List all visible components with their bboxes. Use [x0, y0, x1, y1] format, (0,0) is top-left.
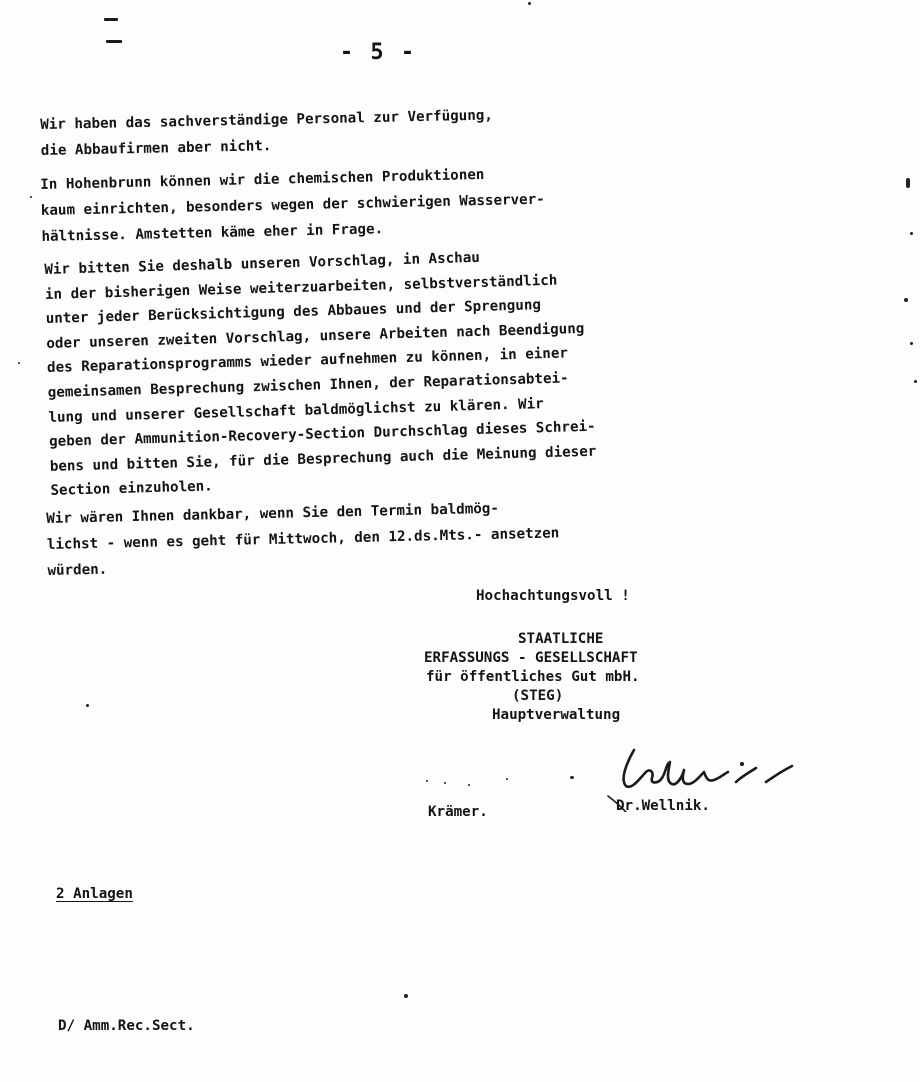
- paragraph-1: [40, 103, 494, 164]
- scan-speck: [444, 782, 446, 784]
- margin-mark: [104, 18, 118, 21]
- enclosures-note: 2 Anlagen: [56, 886, 133, 902]
- org-line: ERFASSUNGS - GESELLSCHAFT: [424, 650, 638, 666]
- text-line: oder unseren zweiten Vorschlag, unsere Arbeiten nach Beendigung: [46, 320, 585, 352]
- text-line: Wir haben das sachverständige Personal zur Verfügung,: [40, 107, 494, 133]
- text-line: Wir wären Ihnen dankbar, wenn Sie den Termin baldmög-: [46, 500, 500, 527]
- scan-speck: [528, 2, 531, 5]
- scan-speck: [570, 776, 574, 779]
- text-line: In Hohenbrunn können wir die chemischen Produktionen: [40, 166, 485, 193]
- org-line: STAATLICHE: [518, 631, 604, 647]
- text-line: in der bisherigen Weise weiterzuarbeiten, selbstverständlich: [44, 272, 558, 303]
- scan-speck: [914, 380, 917, 383]
- text-line: gemeinsamen Besprechung zwischen Ihnen, der Reparationsabtei-: [47, 370, 569, 401]
- scan-speck: [404, 994, 408, 998]
- text-line: lung und unserer Gesellschaft baldmöglichst zu klären. Wir: [48, 395, 544, 426]
- paragraph-4: [46, 494, 560, 584]
- text-line: würden.: [47, 561, 108, 579]
- scan-speck: [904, 298, 908, 302]
- org-line: Hauptverwaltung: [492, 707, 621, 723]
- text-line: des Reparationsprogramms wieder aufnehmen zu können, in einer: [46, 345, 569, 377]
- scan-speck: [468, 784, 470, 786]
- text-line: lichst - wenn es geht für Mittwoch, den 12.ds.Mts.- ansetzen: [46, 525, 560, 553]
- text-line: bens und bitten Sie, für die Besprechung auch die Meinung dieser: [49, 443, 597, 475]
- scan-speck: [910, 232, 913, 235]
- scan-speck: [506, 778, 508, 780]
- organization-signature-block: [424, 630, 804, 725]
- scan-speck: [426, 780, 428, 782]
- org-line: für öffentliches Gut mbH.: [426, 669, 640, 685]
- margin-mark: [106, 40, 122, 43]
- scan-speck: [86, 704, 89, 707]
- text-line: Wir bitten Sie deshalb unseren Vorschlag, in Aschau: [44, 249, 481, 278]
- text-line: Section einzuholen.: [50, 478, 213, 500]
- paragraph-2: [40, 161, 546, 250]
- scan-speck: [30, 196, 32, 198]
- paragraph-3: [44, 243, 597, 504]
- closing-salutation: Hochachtungsvoll !: [476, 588, 630, 604]
- scan-speck: [906, 178, 910, 188]
- scan-speck: [18, 362, 20, 364]
- scan-speck: [910, 342, 913, 345]
- signer-left: Krämer.: [428, 804, 488, 820]
- text-line: geben der Ammunition-Recovery-Section Durchschlag dieses Schrei-: [48, 418, 596, 451]
- text-line: unter jeder Berücksichtigung des Abbaues und der Sprengung: [45, 297, 542, 328]
- page-number: - 5 -: [339, 40, 417, 65]
- text-line: kaum einrichten, besonders wegen der schwierigen Wasserver-: [40, 191, 545, 219]
- text-line: hältnisse. Amstetten käme eher in Frage.: [41, 221, 384, 245]
- text-line: die Abbaufirmen aber nicht.: [40, 138, 272, 159]
- org-line: (STEG): [512, 688, 564, 704]
- signer-right: Dr.Wellnik.: [616, 798, 710, 814]
- copy-recipient: D/ Amm.Rec.Sect.: [58, 1018, 195, 1034]
